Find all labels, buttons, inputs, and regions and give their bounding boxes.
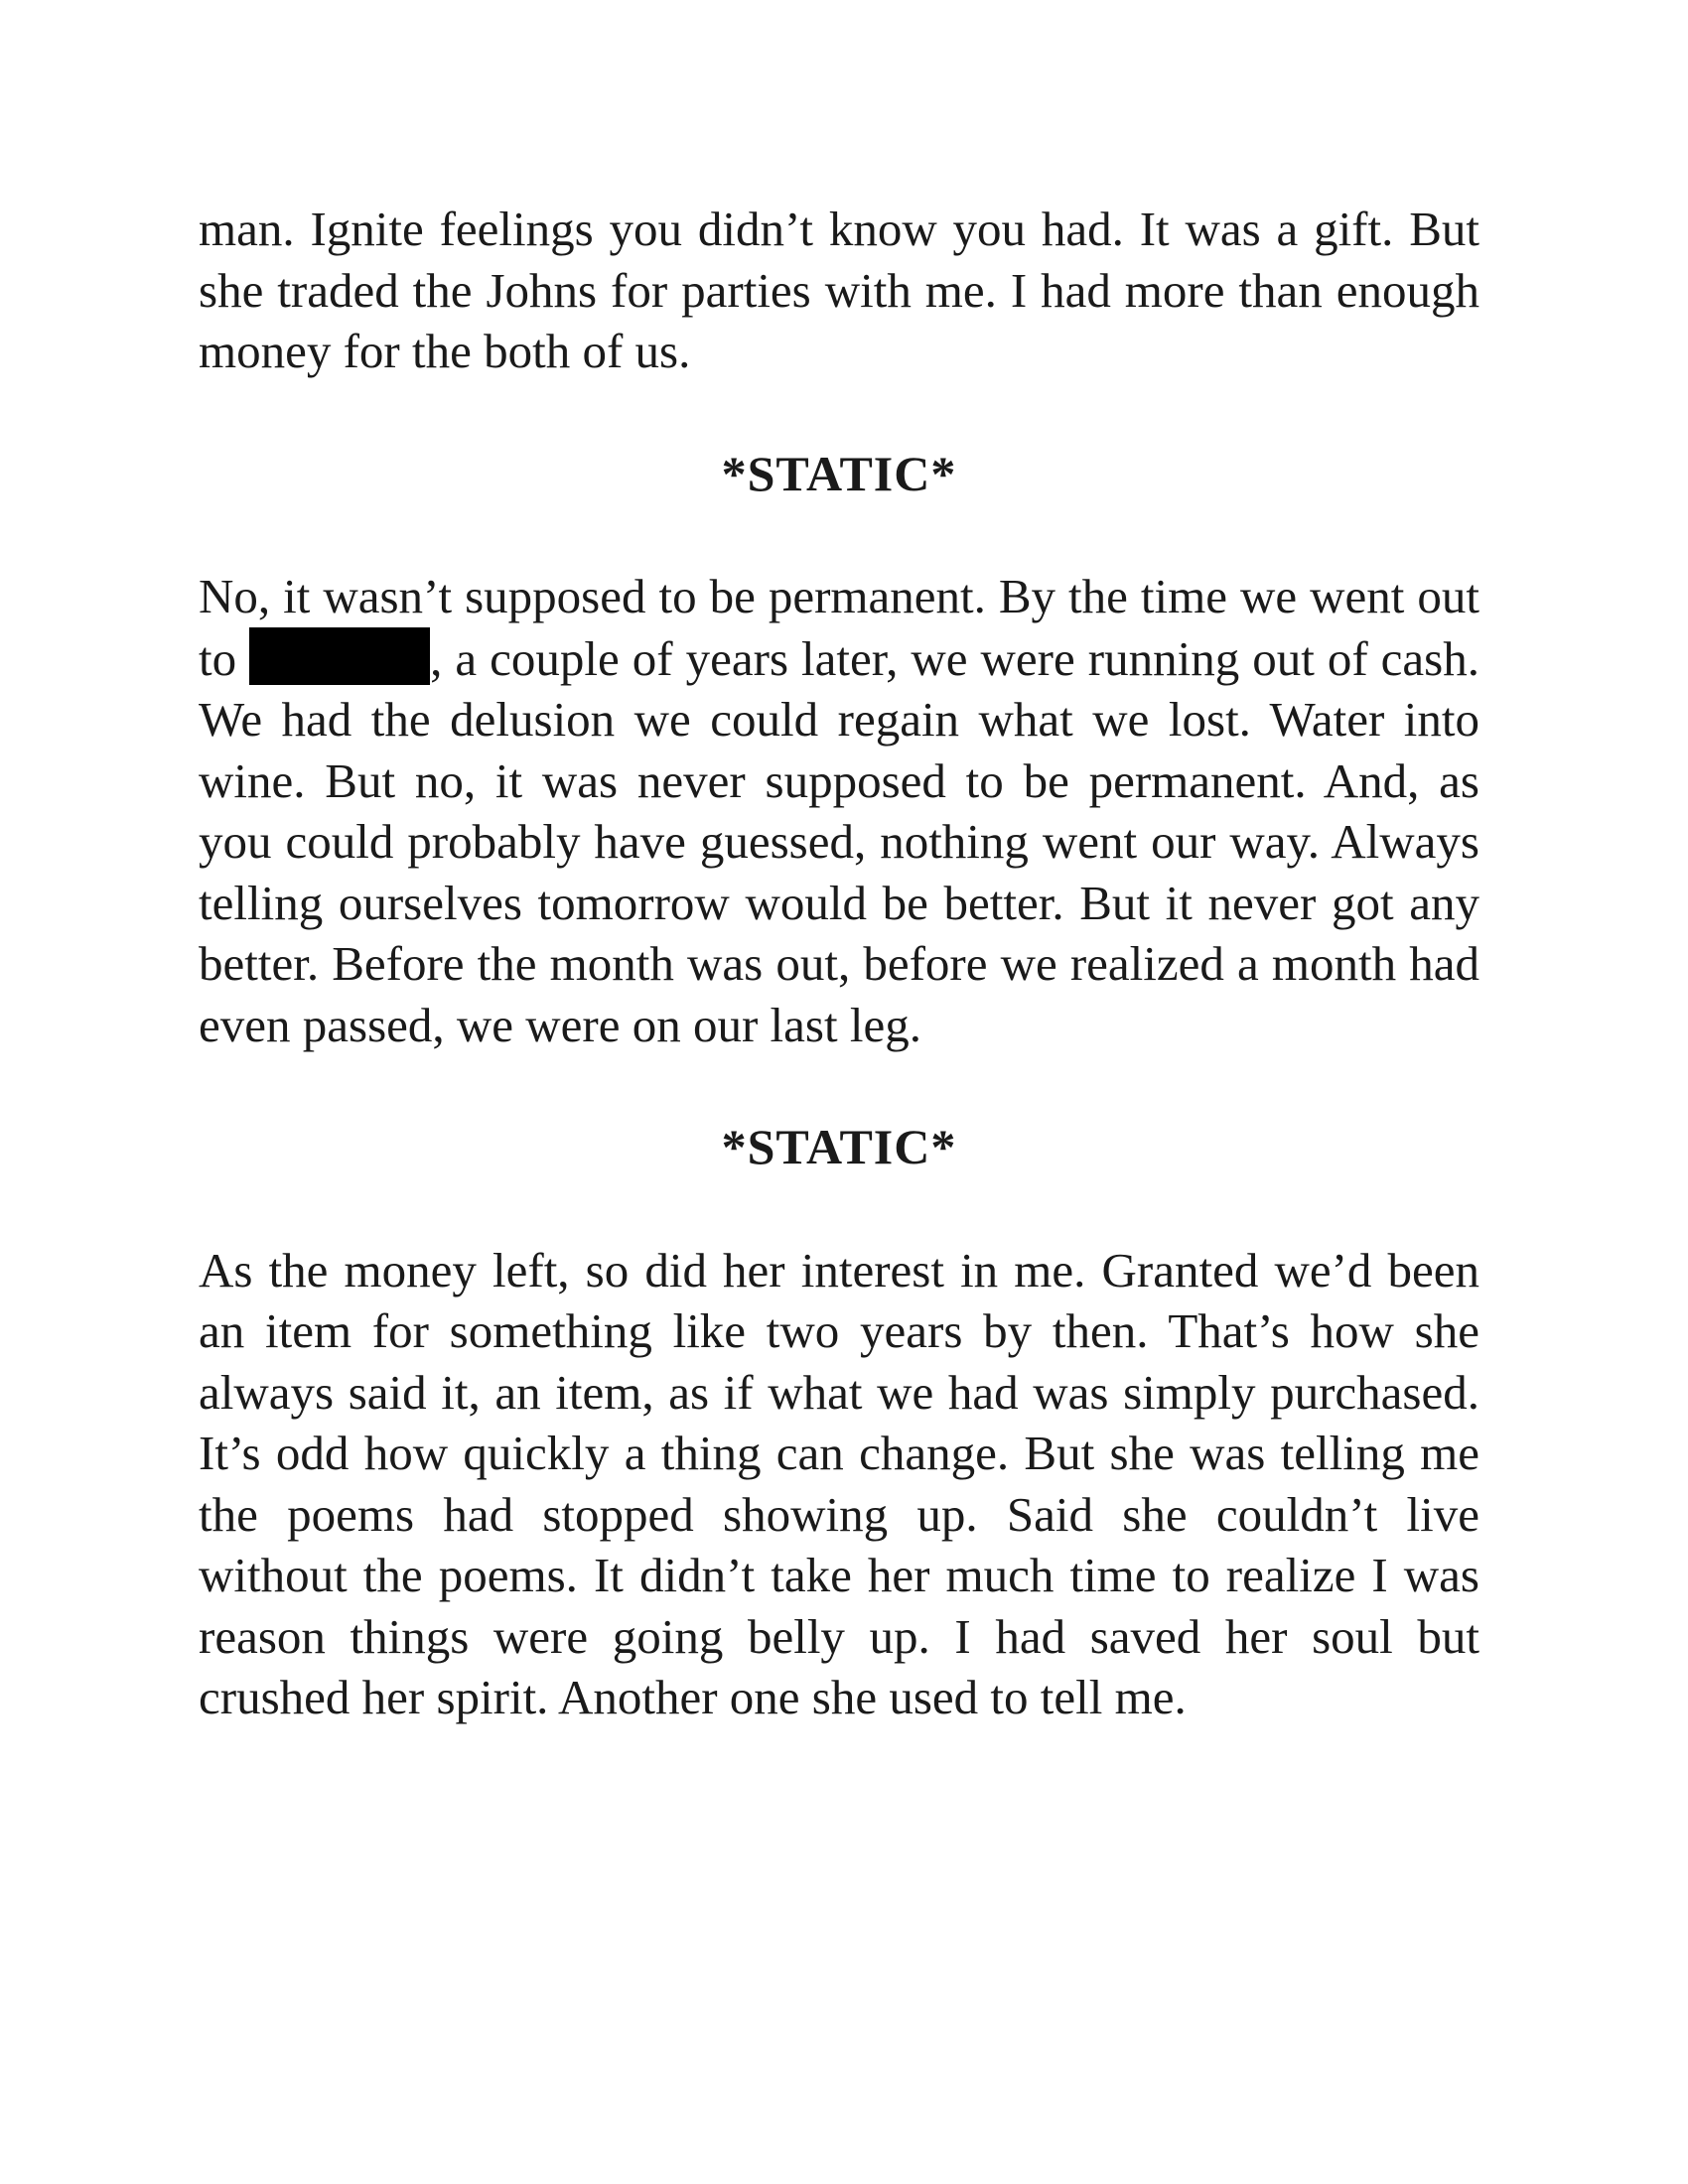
paragraph-2 — [199, 566, 1479, 1055]
paragraph-3: As the money left, so did her interest in me. Granted we’d been an item for something like two years by then. That’s how she always said it, an item, as if what we had was simply purchased. It’s odd how quickly a thing can change. But she was telling me the poems had stopped showing up. Said she couldn’t live without the poems. It didn’t take her much time to realize I was reason things were going belly up. I had saved her soul but crushed her spirit. Another one she used to tell me. — [199, 1242, 1479, 1724]
paragraph-1: man. Ignite feelings you didn’t know you had. It was a gift. But she traded the Johns for parties with me. I had more than enough money for the both of us. — [199, 202, 1479, 378]
paragraph-2-part-2: , a couple of years later, we were running out of cash. We had the delusion we could regain what we lost. Water into wine. But no, it was never supposed to be permanent. And, as you could probably have guessed, nothing went our way. Always telling ourselves tomorrow would be better. But it never got any better. Before the month was out, before we realized a month had even passed, we were on our last leg. — [199, 630, 1479, 1052]
paragraph-2-part-1: No, it wasn’t supposed to be permanent. By the time we went out to — [199, 569, 1479, 686]
document-page — [199, 199, 1479, 1728]
redaction-block — [249, 627, 430, 685]
section-heading-static-2: *STATIC* — [721, 1119, 957, 1174]
section-heading-static-1: *STATIC* — [721, 445, 957, 501]
